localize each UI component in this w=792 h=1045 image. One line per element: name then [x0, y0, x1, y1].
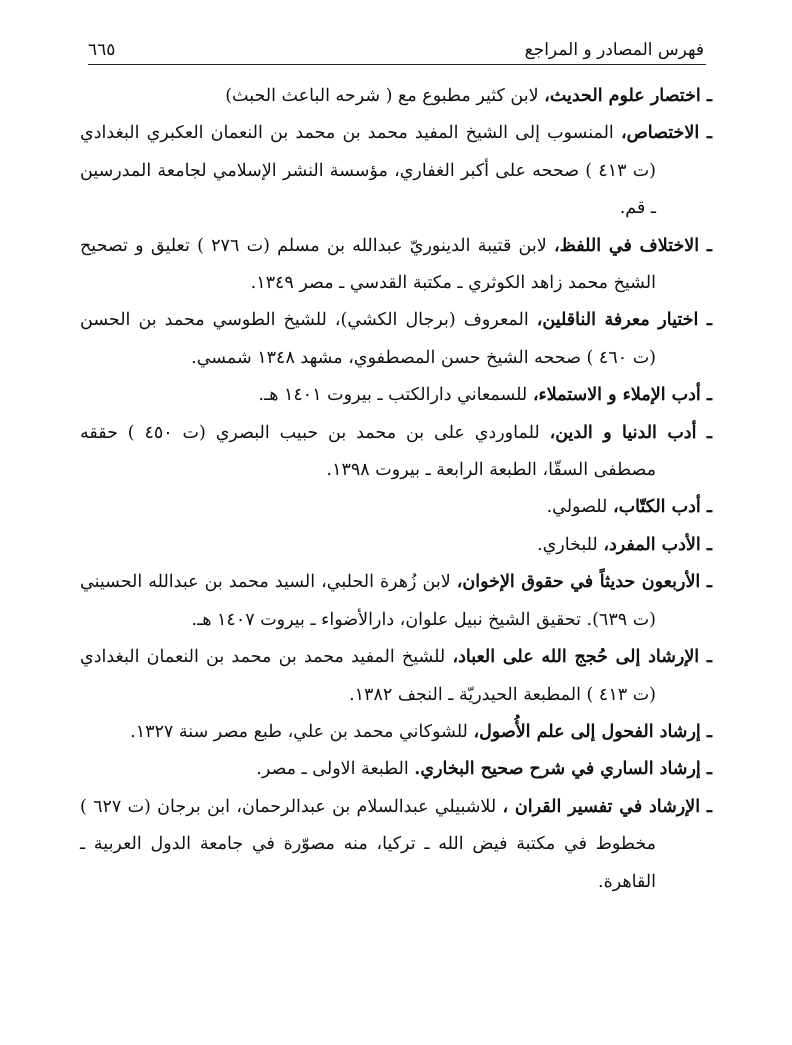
entry-text: للسمعاني دارالكتب ـ بيروت ١٤٠١ هـ. [258, 385, 533, 406]
bibliography-list [80, 78, 712, 901]
entry-text: للصولي. [546, 497, 613, 518]
entry-title: ـ الإرشاد إلى حُجج الله على العباد، [452, 647, 713, 668]
page-number: ٦٦٥ [88, 40, 116, 60]
entry-title: ـ إرشاد الفحول إلى علم الأُصول، [473, 721, 712, 742]
bibliography-entry [80, 489, 712, 526]
bibliography-entry [80, 78, 712, 115]
entry-text: لابن كثير مطبوع مع ( شرحه الباعث الحبث) [225, 86, 545, 106]
entry-text: المنسوب إلى الشيخ المفيد محمد بن محمد بن النعمان العكبري البغدادي (ت ٤١٣ ) صححه على أكبر الغفاري، مؤسسة النشر الإسلامي لجامعة المدرسين ـ قم. [80, 123, 656, 219]
entry-title: ـ أدب الإملاء و الاستملاء، [532, 385, 712, 406]
entry-title: ـ الإرشاد في تفسير القران ، [502, 796, 712, 817]
bibliography-entry [80, 789, 712, 901]
entry-title: ـ الأربعون حديثاً في حقوق الإخوان، [456, 572, 712, 593]
entry-title: ـ الأدب المفرد، [603, 534, 712, 555]
entry-title: ـ اختيار معرفة الناقلين، [536, 310, 712, 331]
entry-title: ـ اختصار علوم الحديث، [544, 86, 712, 106]
entry-text: المعروف (برجال الكشي)، للشيخ الطوسي محمد بن الحسن (ت ٤٦٠ ) صححه الشيخ حسن المصطفوي، مشهد ١٣٤٨ شمسي. [80, 310, 656, 368]
entry-text: للبخاري. [537, 534, 604, 555]
entry-text: للماوردي على بن محمد بن حبيب البصري (ت ٤٥٠ ) حققه مصطفى السقّا، الطبعة الرابعة ـ بيروت ١٣٩٨. [80, 422, 656, 481]
bibliography-entry [80, 415, 712, 490]
bibliography-entry [80, 564, 712, 639]
entry-text: الطبعة الاولى ـ مصر. [256, 759, 415, 780]
header-title: فهرس المصادر و المراجع [524, 40, 704, 60]
entry-text: للشوكاني محمد بن علي، طبع مصر سنة ١٣٢٧. [130, 721, 474, 742]
entry-title: ـ أدب الكتّاب، [612, 497, 712, 518]
page-header [88, 30, 704, 60]
entry-title: ـ الاختصاص، [620, 123, 712, 144]
entry-text: لابن قتيبة الدينوريّ عبدالله بن مسلم (ت ٢٧٦ ) تعليق و تصحيح الشيخ محمد زاهد الكوثري ـ مكتبة القدسي ـ مصر ١٣٤٩. [80, 235, 656, 294]
bibliography-entry [80, 377, 712, 414]
entry-title: ـ إرشاد الساري في شرح صحيح البخاري. [414, 759, 712, 780]
entry-text: للاشبيلي عبدالسلام بن عبدالرحمان، ابن برجان (ت ٦٢٧ ) مخطوط في مكتبة فيض الله ـ تركيا، منه مصوّرة في جامعة الدول العربية ـ القاهرة. [80, 796, 656, 892]
bibliography-entry [80, 714, 712, 751]
bibliography-entry [80, 228, 712, 303]
header-divider [88, 64, 706, 65]
entry-title: ـ الاختلاف في اللفظ، [553, 235, 713, 256]
entry-text: لابن زُهرة الحلبي، السيد محمد بن عبدالله الحسيني (ت ٦٣٩). تحقيق الشيخ نبيل علوان، دارالأضواء ـ بيروت ١٤٠٧ هـ. [80, 572, 656, 630]
bibliography-entry [80, 527, 712, 564]
bibliography-entry [80, 639, 712, 714]
entry-title: ـ أدب الدنيا و الدين، [549, 422, 712, 443]
entry-text: للشيخ المفيد محمد بن محمد بن النعمان البغدادي (ت ٤١٣ ) المطبعة الحيدريّة ـ النجف ١٣٨٢. [80, 647, 656, 705]
bibliography-entry [80, 302, 712, 377]
bibliography-entry [80, 115, 712, 227]
bibliography-entry [80, 751, 712, 788]
